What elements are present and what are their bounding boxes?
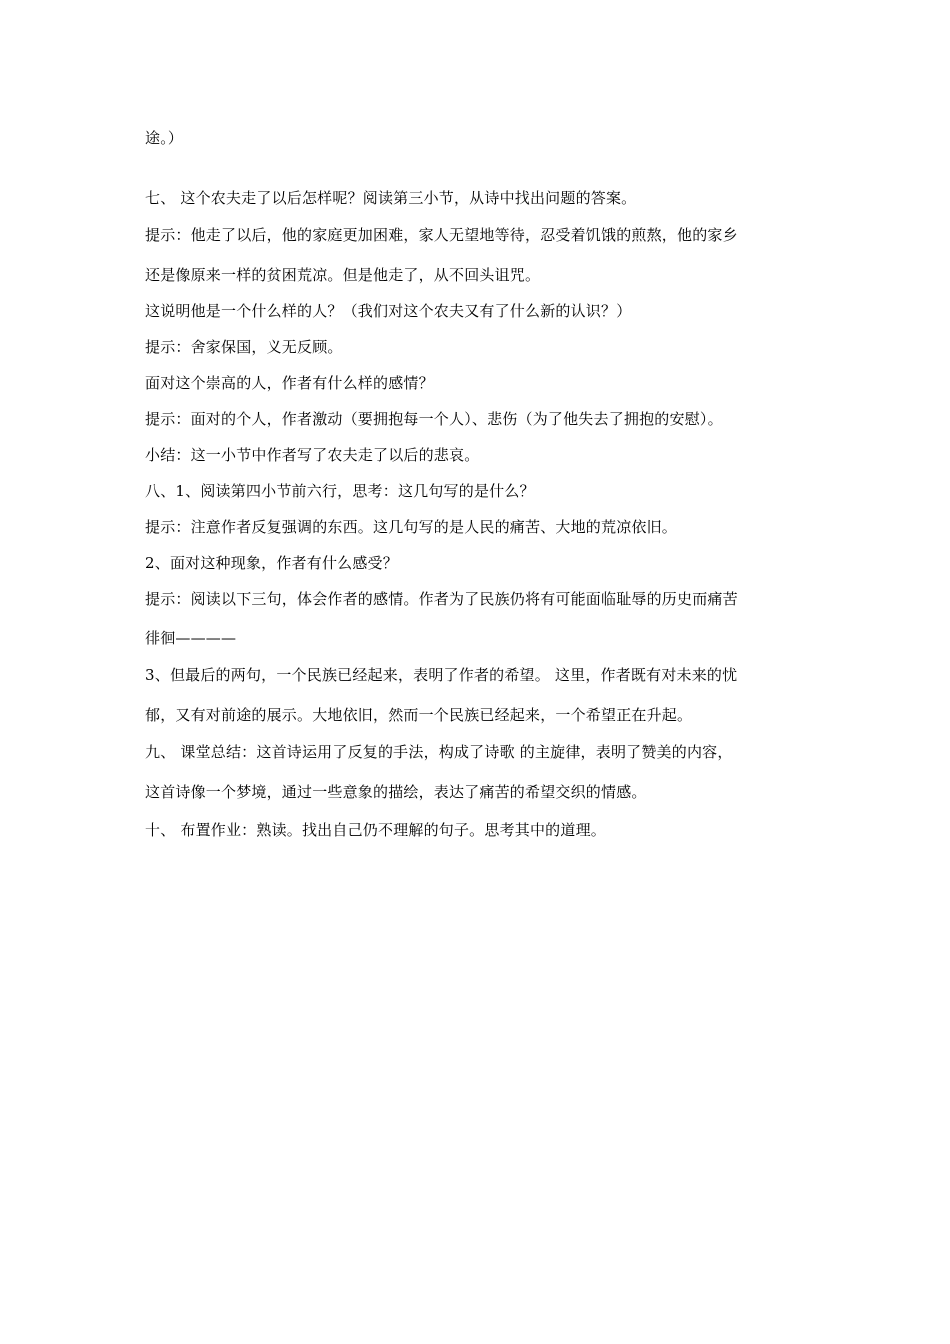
text-line-11: 提示：注意作者反复强调的东西。这几句写的是人民的痛苦、大地的荒凉依旧。 <box>145 518 678 536</box>
text-line-1: 途。） <box>145 129 184 147</box>
text-line-18: 这首诗像一个梦境，通过一些意象的描绘，表达了痛苦的希望交织的情感。 <box>145 783 647 801</box>
text-line-4: 还是像原来一样的贫困荒凉。但是他走了，从不回头诅咒。 <box>145 266 541 284</box>
text-line-6: 提示：舍家保国，义无反顾。 <box>145 338 343 356</box>
text-line-15: 3、但最后的两句，一个民族已经起来，表明了作者的希望。 这里，作者既有对未来的忧 <box>145 666 738 684</box>
text-line-8: 提示：面对的个人，作者激动（要拥抱每一个人）、悲伤（为了他失去了拥抱的安慰）。 <box>145 410 723 428</box>
text-line-12: 2、面对这种现象，作者有什么感受？ <box>145 554 398 572</box>
text-line-5: 这说明他是一个什么样的人？（我们对这个农夫又有了什么新的认识？） <box>145 302 632 320</box>
text-line-16: 郁，又有对前途的展示。大地依旧，然而一个民族已经起来，一个希望正在升起。 <box>145 706 693 724</box>
text-line-7: 面对这个崇高的人，作者有什么样的感情？ <box>145 374 434 392</box>
text-line-14: 徘徊———— <box>145 629 237 647</box>
text-line-17: 九、 课堂总结：这首诗运用了反复的手法，构成了诗歌 的主旋律，表明了赞美的内容， <box>145 743 733 761</box>
text-line-2: 七、 这个农夫走了以后怎样呢？阅读第三小节，从诗中找出问题的答案。 <box>145 189 637 207</box>
text-line-10: 八、1、阅读第四小节前六行，思考：这几句写的是什么？ <box>145 482 535 500</box>
text-line-3: 提示：他走了以后，他的家庭更加困难，家人无望地等待，忍受着饥饿的煎熬，他的家乡 <box>145 226 738 244</box>
text-line-13: 提示：阅读以下三句，体会作者的感情。作者为了民族仍将有可能面临耻辱的历史而痛苦 <box>145 590 738 608</box>
text-line-9: 小结：这一小节中作者写了农夫走了以后的悲哀。 <box>145 446 480 464</box>
text-line-19: 十、 布置作业：熟读。找出自己仍不理解的句子。思考其中的道理。 <box>145 821 606 839</box>
